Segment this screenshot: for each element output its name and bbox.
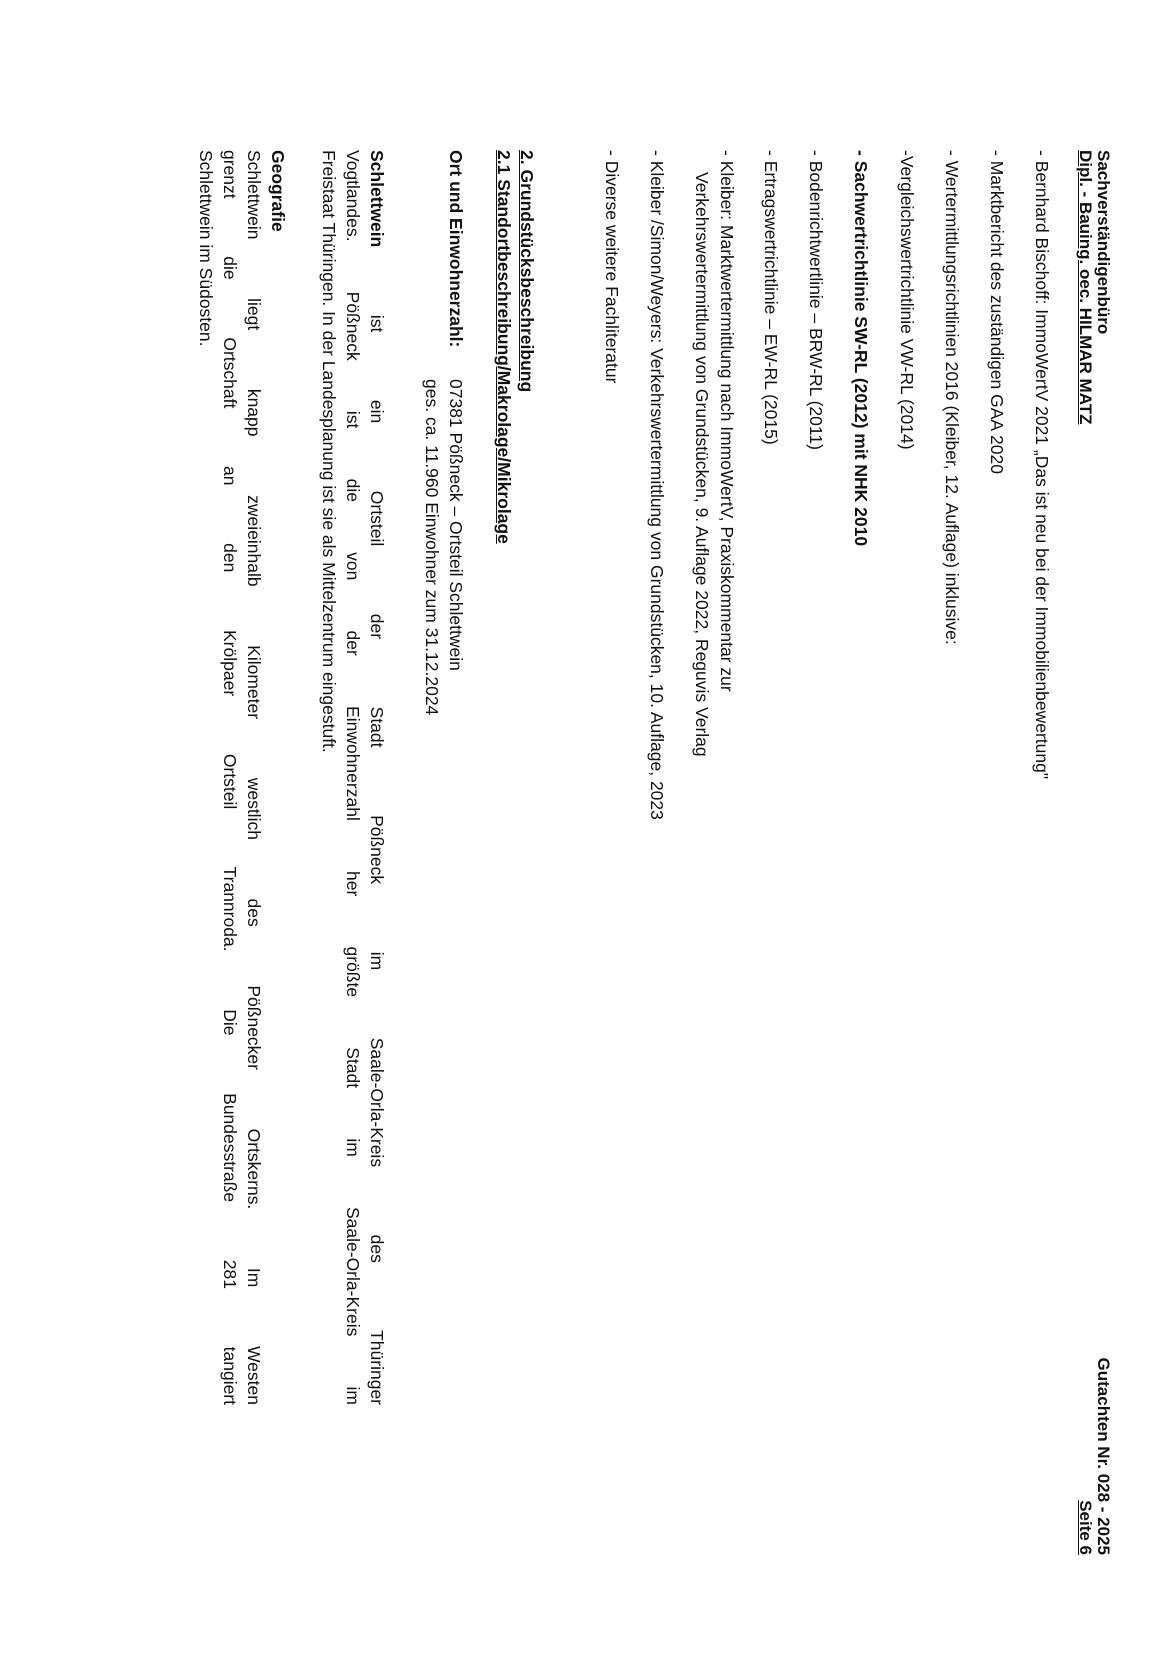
section-heading: 2. Grundstücksbeschreibung	[517, 150, 537, 393]
literature-item: - Kleiber /Simon/Weyers: Verkehrswertermittlung von Grundstücken, 10. Auflage, 2023	[647, 150, 667, 820]
geografie-heading: Geografie	[268, 150, 288, 232]
geografie-line: Schlettwein im Südosten.	[196, 150, 216, 347]
ort-label: Ort und Einwohnerzahl:	[446, 150, 466, 348]
literature-subitem: - Ertragswertrichtlinie – EW-RL (2015)	[761, 150, 781, 445]
ort-value: 07381 Pößneck – Ortsteil Schlettwein	[446, 379, 466, 671]
geografie-line: Schlettwein liegt knapp zweieinhalb Kilometer westlich des Pößnecker Ortskerns. Im Westen	[244, 150, 264, 1405]
header-right	[1076, 1358, 1112, 1555]
intro-line: Schlettwein ist ein Ortsteil der Stadt Pößneck im Saale-Orla-Kreis des Thüringer	[367, 150, 387, 1405]
literature-subitem: - Sachwertrichtlinie SW-RL (2012) mit NHK 2010	[851, 150, 871, 547]
intro-line: Freistaat Thüringen. In der Landesplanung ist sie als Mittelzentrum eingestuft.	[319, 150, 339, 753]
expert-name: Dipl. - Bauing. oec. HILMAR MATZ	[1076, 150, 1095, 425]
literature-item: - Wertermittlungsrichtlinien 2016 (Kleiber, 12. Auflage) inklusive:	[942, 150, 962, 645]
literature-item: - Bernhard Bischoff: ImmoWertV 2021 „Das ist neu bei der Immobilienbewertung"	[1032, 150, 1052, 780]
header-left	[1076, 150, 1112, 425]
literature-subitem: - Bodenrichtwertlinie – BRW-RL (2011)	[806, 150, 826, 450]
report-number: Gutachten Nr. 028 - 2025	[1094, 1357, 1113, 1555]
geografie-line: grenzt die Ortschaft an den Krölpaer Ortsteil Trannroda. Die Bundesstraße 281 tangiert	[220, 150, 240, 1405]
intro-line: Vogtlandes. Pößneck ist die von der Einwohnerzahl her größte Stadt im Saale-Orla-Kreis im	[343, 150, 363, 1405]
page-number: Seite 6	[1076, 1500, 1095, 1555]
literature-item: - Diverse weitere Fachliteratur	[602, 150, 622, 384]
population-value: ges. ca. 11.960 Einwohner zum 31.12.2024	[422, 379, 442, 716]
literature-item: - Kleiber: Marktwertermittlung nach ImmoWertV, Praxiskommentar zur	[717, 150, 737, 692]
literature-subitem: -Vergleichswertrichtlinie VW-RL (2014)	[897, 150, 917, 450]
place-name: Schlettwein	[367, 150, 387, 248]
section-subheading: 2.1 Standortbeschreibung/Makrolage/Mikrolage	[494, 150, 514, 544]
literature-item-continued: Verkehrswertermittlung von Grundstücken, 9. Auflage 2022, Reguvis Verlag	[692, 172, 712, 757]
literature-item: - Marktbericht des zuständigen GAA 2020	[987, 150, 1007, 474]
office-name: Sachverständigenbüro	[1094, 150, 1113, 335]
